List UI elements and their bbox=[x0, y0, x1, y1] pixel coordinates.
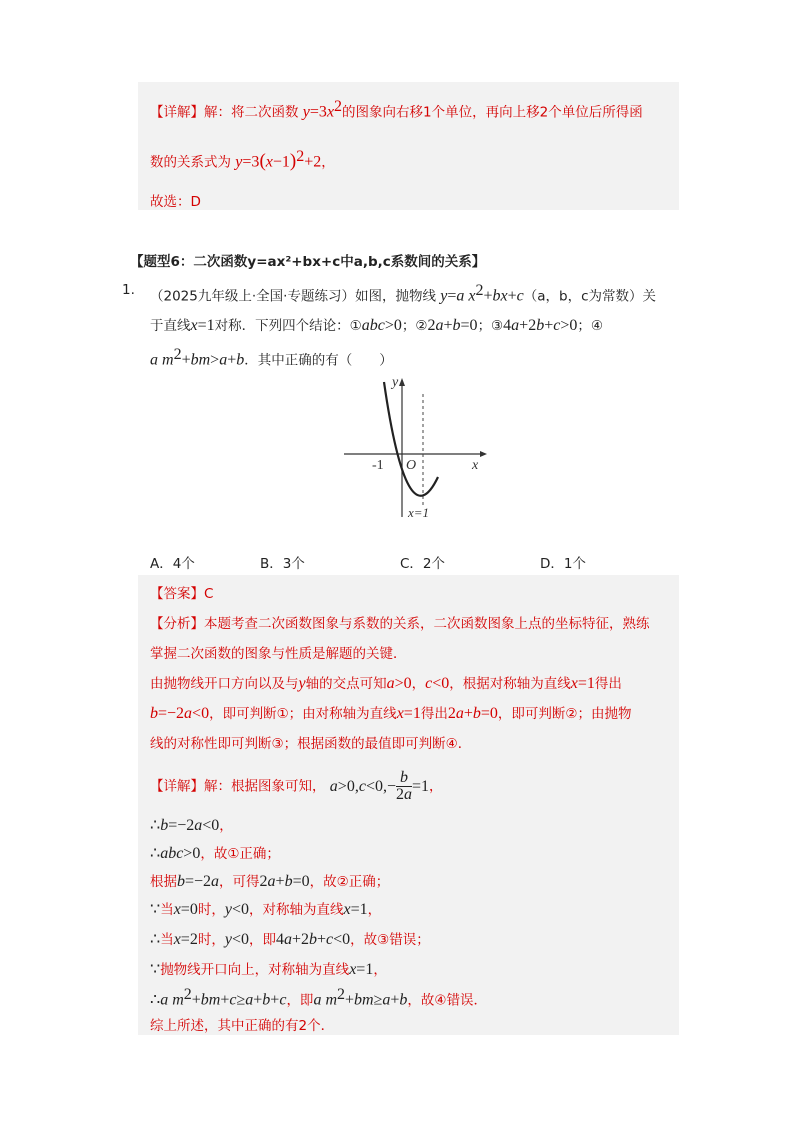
previous-solution-line-1: 【详解】解：将二次函数 $y=3x^2$的图象向右移1个单位，再向上移2个单位后所得函 bbox=[150, 98, 643, 121]
option-a[interactable]: A．4个 bbox=[150, 556, 195, 572]
question-line-1: （2025九年级上·全国·专题练习）如图，抛物线 y=a $x^2+bx+c(a$，b，c为常数）关 bbox=[150, 282, 657, 305]
question-line-3: a $m^2+bm>a+b$．其中正确的有（ ） bbox=[150, 346, 393, 369]
analysis-line-1: 【分析】本题考查二次函数图象与系数的关系，二次函数图象上点的坐标特征，熟练 bbox=[150, 616, 650, 632]
previous-solution-line-2: 数的关系式为 $y=3(x-1)^2+2$， bbox=[150, 148, 335, 172]
analysis-line-5: 线的对称性即可判断③；根据函数的最值即可判断④． bbox=[150, 736, 472, 752]
detail-step-4: ∵当x=0时，y<0，对称轴为直线x=1， bbox=[150, 901, 382, 918]
y-axis-arrow bbox=[399, 378, 405, 386]
conclusion: 综上所述，其中正确的有2个． bbox=[150, 1018, 335, 1034]
formula: y bbox=[302, 103, 310, 121]
parabola-curve bbox=[384, 382, 438, 496]
y-axis-label: y bbox=[392, 375, 399, 390]
symmetry-label: x=1 bbox=[408, 505, 430, 520]
origin-label: O bbox=[406, 458, 417, 473]
option-b[interactable]: B．3个 bbox=[260, 556, 305, 572]
detail-step-7: ∴a $m^2+bm+c\ge a+b+c$，即a $m^2+bm\ge a+b$，故④错误． bbox=[150, 986, 488, 1009]
x-axis-label: x bbox=[472, 458, 479, 473]
detail-step-1: ∴b=−2a<0， bbox=[150, 817, 233, 834]
x-axis-arrow bbox=[480, 451, 487, 457]
detail-line-1: 【详解】解：根据图象可知， a>0,c<0,− b 2a =1， bbox=[150, 769, 443, 803]
option-c[interactable]: C．2个 bbox=[400, 556, 446, 572]
question-line-2: 于直线x=1对称．下列四个结论：①abc>0；②2a+b=0；③4a+2b+c>0；④ bbox=[150, 317, 603, 334]
previous-solution-choice: 故选：D bbox=[150, 194, 201, 210]
answer-line: 【答案】C bbox=[150, 586, 214, 602]
detail-step-2: ∴abc>0，故①正确； bbox=[150, 845, 280, 862]
section-title: 【题型6：二次函数y=ax²+bx+c中a,b,c系数间的关系】 bbox=[130, 254, 486, 270]
parabola-figure bbox=[340, 372, 490, 522]
analysis-line-3: 由抛物线开口方向以及与y轴的交点可知a>0，c<0，根据对称轴为直线x=1得出 bbox=[150, 675, 622, 692]
detail-step-3: 根据b=−2a，可得2a+b=0，故②正确； bbox=[150, 873, 390, 890]
question-number: 1. bbox=[122, 282, 135, 298]
detail-step-6: ∵抛物线开口向上，对称轴为直线x=1， bbox=[150, 961, 387, 978]
detail-step-5: ∴当x=2时，y<0，即4a+2b+c<0，故③错误； bbox=[150, 931, 430, 948]
minus-one-label: -1 bbox=[372, 458, 384, 473]
option-d[interactable]: D．1个 bbox=[540, 556, 586, 572]
analysis-line-4: b=−2a<0，即可判断①；由对称轴为直线x=1得出2a+b=0，即可判断②；由抛物 bbox=[150, 705, 632, 722]
analysis-line-2: 掌握二次函数的图象与性质是解题的关键． bbox=[150, 646, 407, 662]
